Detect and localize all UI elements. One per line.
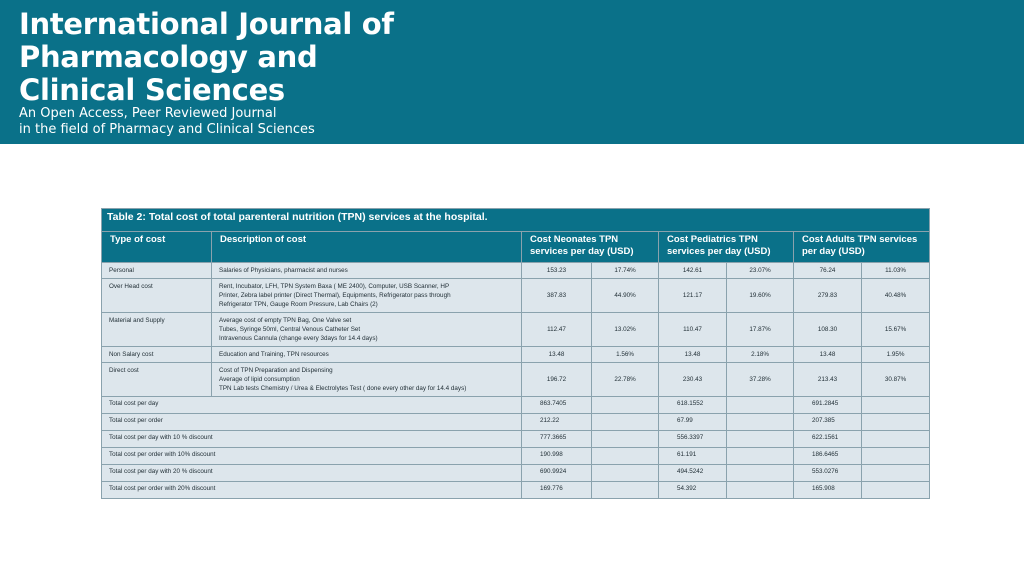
total-label-cell: Total cost per order with 20% discount bbox=[102, 482, 522, 499]
description-line: Refrigerator TPN, Gauge Room Pressure, Lab Chairs (2) bbox=[219, 301, 378, 308]
description-line: TPN Lab tests Chemistry / Urea & Electrolytes Test ( done every other day for 14.4 days) bbox=[219, 385, 467, 392]
adults-percent-cell: 30.87% bbox=[862, 363, 930, 397]
table-row bbox=[102, 313, 930, 347]
neonates-percent-cell: 1.56% bbox=[592, 347, 659, 363]
journal-subtitle-line: An Open Access, Peer Reviewed Journal bbox=[19, 106, 277, 121]
pediatrics-cost-cell: 142.61 bbox=[659, 263, 727, 279]
pediatrics-percent-cell: 19.60% bbox=[727, 279, 794, 313]
column-header-description: Description of cost bbox=[212, 232, 522, 263]
column-header-type: Type of cost bbox=[102, 232, 212, 263]
neonates-total-empty-cell bbox=[592, 431, 659, 448]
pediatrics-total-cell: 67.99 bbox=[659, 414, 727, 431]
pediatrics-total-empty-cell bbox=[727, 397, 794, 414]
neonates-total-cell: 777.3665 bbox=[522, 431, 592, 448]
pediatrics-total-empty-cell bbox=[727, 431, 794, 448]
adults-total-empty-cell bbox=[862, 482, 930, 499]
neonates-cost-cell: 387.83 bbox=[522, 279, 592, 313]
cost-description-cell bbox=[212, 263, 522, 279]
pediatrics-percent-cell: 17.87% bbox=[727, 313, 794, 347]
total-label-cell: Total cost per day bbox=[102, 397, 522, 414]
journal-title-line: Clinical Sciences bbox=[19, 73, 285, 107]
neonates-total-cell: 212.22 bbox=[522, 414, 592, 431]
neonates-total-empty-cell bbox=[592, 397, 659, 414]
description-line: Average cost of empty TPN Bag, One Valve set bbox=[219, 317, 352, 324]
pediatrics-total-empty-cell bbox=[727, 465, 794, 482]
journal-subtitle bbox=[19, 106, 315, 138]
description-line: Intravenous Cannula (change every 3days for 14.4 days) bbox=[219, 335, 378, 342]
adults-percent-cell: 11.03% bbox=[862, 263, 930, 279]
adults-total-cell: 691.2845 bbox=[794, 397, 862, 414]
neonates-cost-cell: 112.47 bbox=[522, 313, 592, 347]
neonates-total-cell: 690.9924 bbox=[522, 465, 592, 482]
neonates-percent-cell: 44.90% bbox=[592, 279, 659, 313]
pediatrics-total-cell: 494.5242 bbox=[659, 465, 727, 482]
cost-type-cell: Personal bbox=[102, 263, 212, 279]
pediatrics-total-empty-cell bbox=[727, 482, 794, 499]
pediatrics-total-empty-cell bbox=[727, 448, 794, 465]
pediatrics-total-cell: 61.191 bbox=[659, 448, 727, 465]
neonates-cost-cell: 196.72 bbox=[522, 363, 592, 397]
neonates-percent-cell: 17.74% bbox=[592, 263, 659, 279]
journal-subtitle-line: in the field of Pharmacy and Clinical Sciences bbox=[19, 122, 315, 137]
total-row bbox=[102, 482, 930, 499]
neonates-total-empty-cell bbox=[592, 482, 659, 499]
journal-title-line: International Journal of bbox=[19, 7, 394, 41]
adults-total-empty-cell bbox=[862, 448, 930, 465]
pediatrics-cost-cell: 230.43 bbox=[659, 363, 727, 397]
total-row bbox=[102, 397, 930, 414]
neonates-total-empty-cell bbox=[592, 448, 659, 465]
description-line: Rent, Incubator, LFH, TPN System Baxa ( ME 2400), Computer, USB Scanner, HP bbox=[219, 283, 450, 290]
total-row bbox=[102, 465, 930, 482]
neonates-cost-cell: 153.23 bbox=[522, 263, 592, 279]
table-row bbox=[102, 263, 930, 279]
journal-title bbox=[19, 8, 394, 107]
total-row bbox=[102, 448, 930, 465]
column-header-pediatrics: Cost Pediatrics TPN services per day (USD) bbox=[659, 232, 794, 263]
total-label-cell: Total cost per order with 10% discount bbox=[102, 448, 522, 465]
adults-total-empty-cell bbox=[862, 465, 930, 482]
pediatrics-cost-cell: 121.17 bbox=[659, 279, 727, 313]
neonates-total-empty-cell bbox=[592, 465, 659, 482]
adults-percent-cell: 1.95% bbox=[862, 347, 930, 363]
total-label-cell: Total cost per order bbox=[102, 414, 522, 431]
cost-type-cell: Material and Supply bbox=[102, 313, 212, 347]
adults-total-cell: 207.385 bbox=[794, 414, 862, 431]
adults-percent-cell: 15.67% bbox=[862, 313, 930, 347]
pediatrics-percent-cell: 23.07% bbox=[727, 263, 794, 279]
adults-total-cell: 165.908 bbox=[794, 482, 862, 499]
description-line: Average of lipid consumption bbox=[219, 376, 300, 383]
neonates-total-cell: 169.776 bbox=[522, 482, 592, 499]
cost-description-cell bbox=[212, 313, 522, 347]
cost-type-cell: Direct cost bbox=[102, 363, 212, 397]
pediatrics-cost-cell: 110.47 bbox=[659, 313, 727, 347]
column-header-neonates: Cost Neonates TPN services per day (USD) bbox=[522, 232, 659, 263]
pediatrics-total-cell: 54.392 bbox=[659, 482, 727, 499]
cost-type-cell: Non Salary cost bbox=[102, 347, 212, 363]
adults-total-cell: 186.6465 bbox=[794, 448, 862, 465]
adults-percent-cell: 40.48% bbox=[862, 279, 930, 313]
pediatrics-total-cell: 556.3397 bbox=[659, 431, 727, 448]
table-caption: Table 2: Total cost of total parenteral nutrition (TPN) services at the hospital. bbox=[102, 209, 930, 232]
cost-table-container bbox=[101, 208, 929, 499]
adults-cost-cell: 213.43 bbox=[794, 363, 862, 397]
description-line: Education and Training, TPN resources bbox=[219, 351, 329, 358]
total-label-cell: Total cost per day with 20 % discount bbox=[102, 465, 522, 482]
neonates-total-cell: 863.7405 bbox=[522, 397, 592, 414]
table-row bbox=[102, 363, 930, 397]
description-line: Tubes, Syringe 50ml, Central Venous Catheter Set bbox=[219, 326, 361, 333]
description-line: Printer, Zebra label printer (Direct Thermal), Equipments, Refrigerator pass through bbox=[219, 292, 451, 299]
column-header-adults: Cost Adults TPN services per day (USD) bbox=[794, 232, 930, 263]
neonates-cost-cell: 13.48 bbox=[522, 347, 592, 363]
table-row bbox=[102, 347, 930, 363]
neonates-percent-cell: 13.02% bbox=[592, 313, 659, 347]
cost-description-cell bbox=[212, 363, 522, 397]
pediatrics-cost-cell: 13.48 bbox=[659, 347, 727, 363]
adults-total-cell: 553.0276 bbox=[794, 465, 862, 482]
adults-cost-cell: 13.48 bbox=[794, 347, 862, 363]
cost-description-cell bbox=[212, 279, 522, 313]
neonates-percent-cell: 22.78% bbox=[592, 363, 659, 397]
total-row bbox=[102, 414, 930, 431]
adults-total-empty-cell bbox=[862, 414, 930, 431]
pediatrics-percent-cell: 2.18% bbox=[727, 347, 794, 363]
adults-cost-cell: 76.24 bbox=[794, 263, 862, 279]
adults-cost-cell: 279.83 bbox=[794, 279, 862, 313]
pediatrics-percent-cell: 37.28% bbox=[727, 363, 794, 397]
adults-total-empty-cell bbox=[862, 397, 930, 414]
adults-cost-cell: 108.30 bbox=[794, 313, 862, 347]
neonates-total-empty-cell bbox=[592, 414, 659, 431]
neonates-total-cell: 190.998 bbox=[522, 448, 592, 465]
journal-banner bbox=[0, 0, 1024, 144]
pediatrics-total-empty-cell bbox=[727, 414, 794, 431]
total-label-cell: Total cost per day with 10 % discount bbox=[102, 431, 522, 448]
cost-description-cell bbox=[212, 347, 522, 363]
cost-type-cell: Over Head cost bbox=[102, 279, 212, 313]
description-line: Salaries of Physicians, pharmacist and nurses bbox=[219, 267, 348, 274]
journal-title-line: Pharmacology and bbox=[19, 40, 318, 74]
cost-table bbox=[101, 208, 930, 499]
pediatrics-total-cell: 618.1552 bbox=[659, 397, 727, 414]
table-row bbox=[102, 279, 930, 313]
total-row bbox=[102, 431, 930, 448]
adults-total-empty-cell bbox=[862, 431, 930, 448]
adults-total-cell: 622.1561 bbox=[794, 431, 862, 448]
description-line: Cost of TPN Preparation and Dispensing bbox=[219, 367, 333, 374]
